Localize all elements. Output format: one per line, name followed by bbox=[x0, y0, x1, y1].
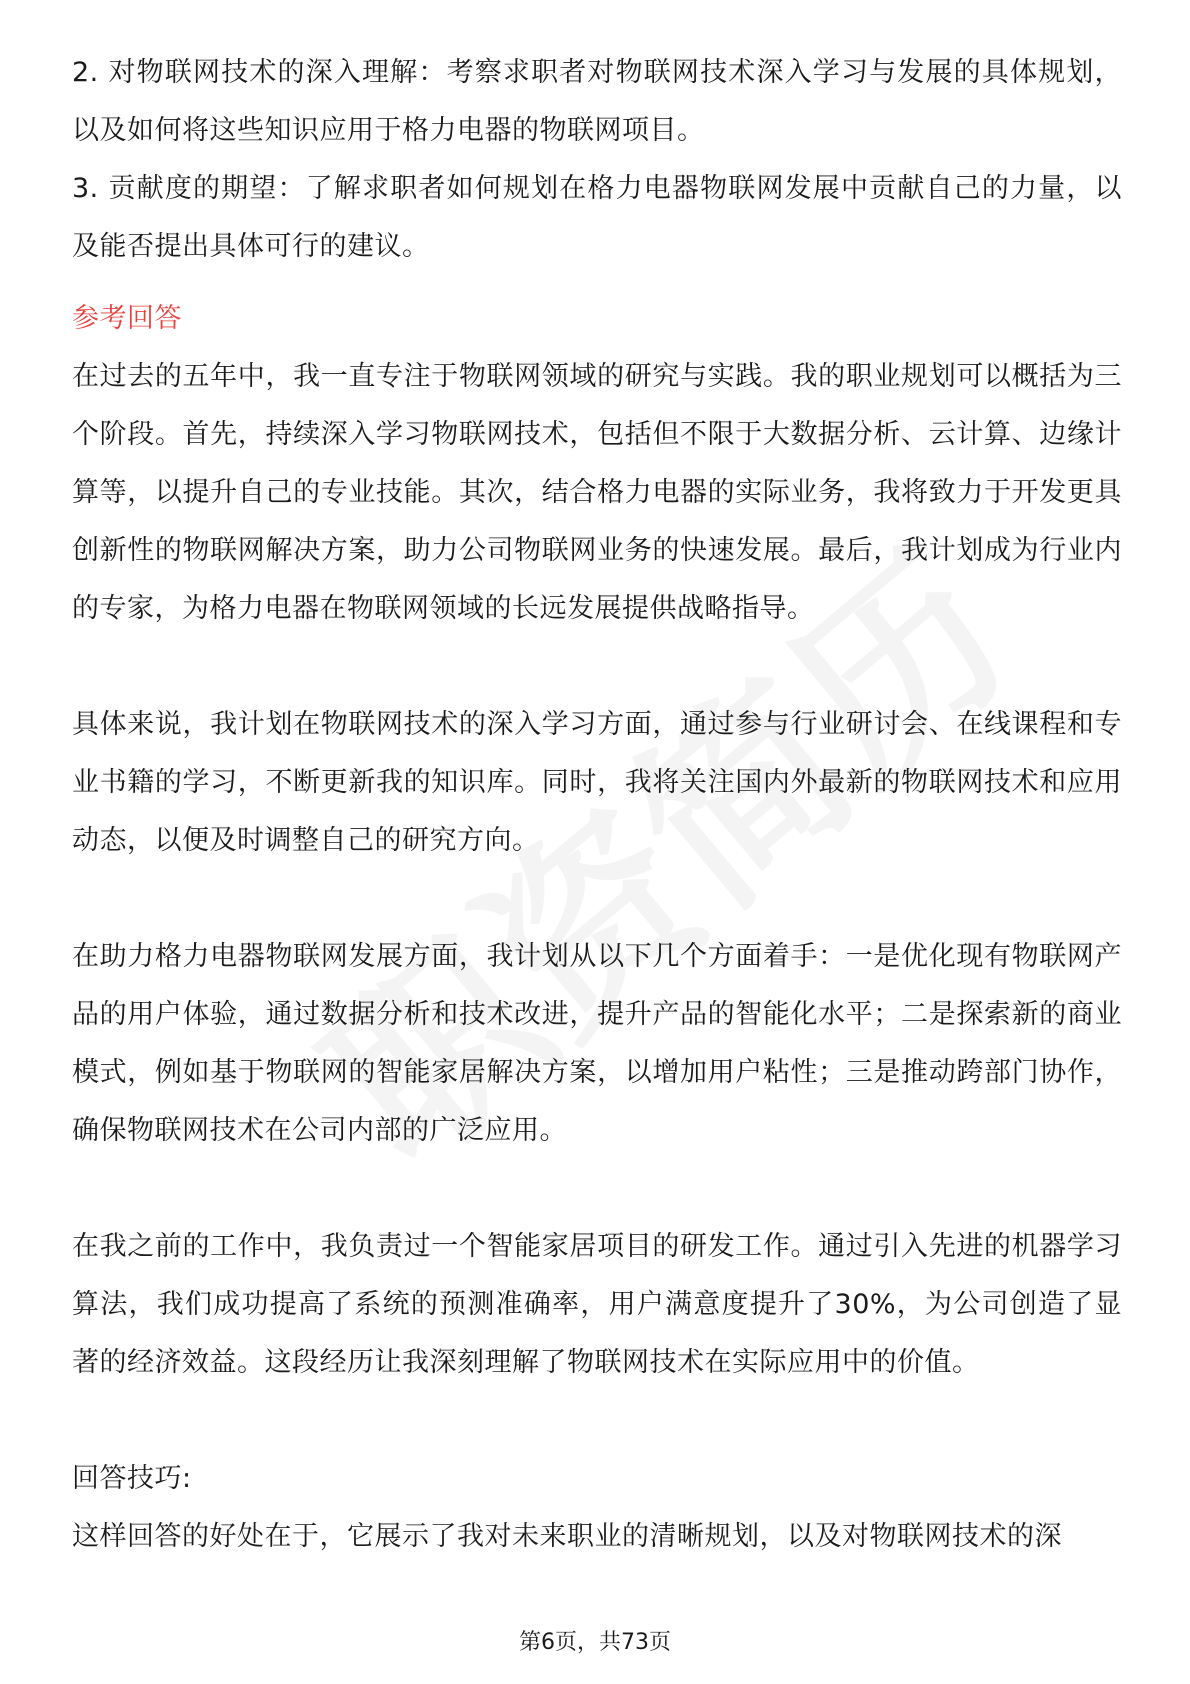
answer-paragraph: 在我之前的工作中，我负责过一个智能家居项目的研发工作。通过引入先进的机器学习算法，我们成功提高了系统的预测准确率，用户满意度提升了30%，为公司创造了显著的经济效益。这段经历让我深刻理解了物联网技术在实际应用中的价值。 bbox=[72, 1231, 1122, 1378]
page-content bbox=[72, 44, 1122, 1566]
list-item: 3. 贡献度的期望：了解求职者如何规划在格力电器物联网发展中贡献自己的力量，以及能否提出具体可行的建议。 bbox=[72, 173, 1122, 262]
answer-paragraph: 在助力格力电器物联网发展方面，我计划从以下几个方面着手：一是优化现有物联网产品的用户体验，通过数据分析和技术改进，提升产品的智能化水平；二是探索新的商业模式，例如基于物联网的智能家居解决方案，以增加用户粘性；三是推动跨部门协作，确保物联网技术在公司内部的广泛应用。 bbox=[72, 941, 1122, 1146]
tips-text: 这样回答的好处在于，它展示了我对未来职业的清晰规划，以及对物联网技术的深 bbox=[72, 1521, 1062, 1552]
page-number-footer: 第6页，共73页 bbox=[519, 1630, 671, 1655]
spacer bbox=[72, 276, 1122, 290]
spacer bbox=[72, 1160, 1122, 1218]
spacer bbox=[72, 870, 1122, 928]
tips-heading: 回答技巧: bbox=[72, 1463, 192, 1494]
list-item: 2. 对物联网技术的深入理解：考察求职者对物联网技术深入学习与发展的具体规划，以及如何将这些知识应用于格力电器的物联网项目。 bbox=[72, 57, 1122, 146]
answer-paragraph: 在过去的五年中，我一直专注于物联网领域的研究与实践。我的职业规划可以概括为三个阶段。首先，持续深入学习物联网技术，包括但不限于大数据分析、云计算、边缘计算等，以提升自己的专业技能。其次，结合格力电器的实际业务，我将致力于开发更具创新性的物联网解决方案，助力公司物联网业务的快速发展。最后，我计划成为行业内的专家，为格力电器在物联网领域的长远发展提供战略指导。 bbox=[72, 361, 1122, 624]
answer-paragraph: 具体来说，我计划在物联网技术的深入学习方面，通过参与行业研讨会、在线课程和专业书籍的学习，不断更新我的知识库。同时，我将关注国内外最新的物联网技术和应用动态，以便及时调整自己的研究方向。 bbox=[72, 709, 1122, 856]
spacer bbox=[72, 1392, 1122, 1450]
reference-answer-heading: 参考回答 bbox=[72, 303, 182, 334]
spacer bbox=[72, 638, 1122, 696]
